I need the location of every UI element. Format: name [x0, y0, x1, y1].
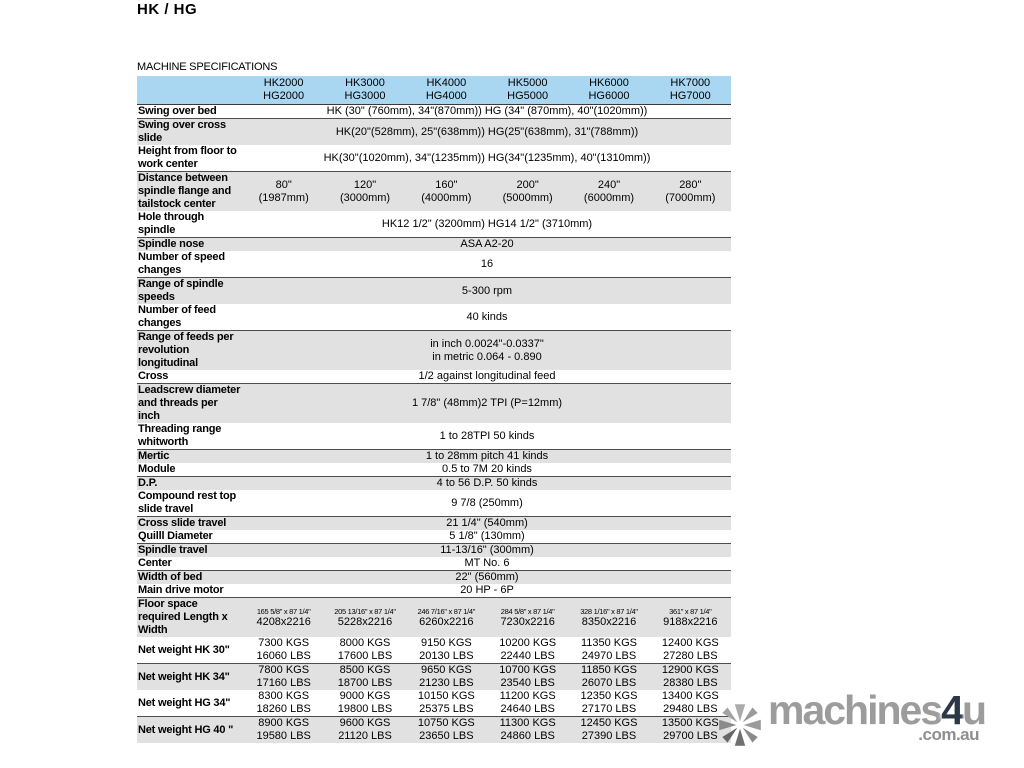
spec-value: HK12 1/2" (3200mm) HG14 1/2" (3710mm): [381, 217, 593, 230]
spec-cell: 160" (4000mm): [421, 178, 472, 204]
spec-table-body: [137, 105, 731, 743]
spec-label: Net weight HK 34": [138, 670, 230, 683]
spec-value: in inch 0.0024"-0.0337" in metric 0.064 - 0.890: [430, 337, 544, 363]
spec-cell: 12350 KGS 27170 LBS: [580, 690, 638, 715]
spec-cell: 8500 KGS 18700 LBS: [337, 664, 393, 689]
spec-value: 0.5 to 7M 20 kinds: [442, 463, 532, 475]
spec-cell: 9150 KGS 20130 LBS: [419, 637, 474, 662]
spec-label: Module: [138, 463, 176, 475]
spec-cell: 205 13/16" x 87 1/4" 5228x2216: [334, 606, 396, 628]
spec-label: Net weight HK 30": [138, 643, 230, 656]
spec-cell: 11850 KGS 26070 LBS: [580, 664, 638, 689]
spec-row: [137, 530, 731, 543]
spec-cell: 13500 KGS 29700 LBS: [661, 717, 719, 742]
spec-cell: 10200 KGS 22440 LBS: [499, 637, 557, 662]
spec-cell: 240" (6000mm): [583, 178, 635, 204]
spec-cell: 9600 KGS 21120 LBS: [338, 717, 392, 742]
spec-cell: 12400 KGS 27280 LBS: [661, 637, 719, 662]
spec-label: Mertic: [138, 450, 170, 462]
spec-row: [137, 516, 731, 530]
spec-label: Height from floor to work center: [138, 145, 237, 170]
model-column-header: HK7000 HG7000: [669, 77, 711, 102]
spec-cell: 8000 KGS 17600 LBS: [337, 637, 393, 662]
spec-row: [137, 663, 731, 690]
spec-row: [137, 423, 731, 449]
spec-cell: 10750 KGS 23650 LBS: [417, 717, 475, 742]
spec-label: Floor space required Length x Width: [138, 598, 228, 636]
spec-label: Spindle travel: [138, 544, 208, 556]
model-column-header: HK2000 HG2000: [263, 77, 305, 102]
spec-value: 20 HP - 6P: [460, 584, 514, 596]
spec-value: 5-300 rpm: [461, 284, 513, 297]
spec-label: Main drive motor: [138, 584, 224, 596]
spec-row: [137, 383, 731, 423]
spec-row: [137, 251, 731, 277]
spec-value: ASA A2-20: [460, 238, 514, 250]
spec-row: [137, 105, 731, 118]
spec-label: Spindle nose: [138, 238, 205, 250]
model-column-header: HK3000 HG3000: [344, 77, 386, 102]
spec-cell: 246 7/16" x 87 1/4" 6260x2216: [417, 606, 476, 628]
spec-value: 1 to 28TPI 50 kinds: [439, 429, 535, 442]
spec-row: [137, 211, 731, 237]
spec-value: HK(20"(528mm), 25"(638mm)) HG(25"(638mm), 31"(788mm)): [335, 125, 639, 138]
table-caption: MACHINE SPECIFICATIONS: [137, 61, 278, 73]
spec-cell: 9000 KGS 19800 LBS: [337, 690, 393, 715]
spec-cell: 284 5/8" x 87 1/4" 7230x2216: [500, 606, 555, 628]
spec-table: [137, 76, 731, 743]
spec-row: [137, 490, 731, 516]
spec-cell: 13400 KGS 29480 LBS: [661, 690, 719, 715]
spec-label: Cross: [138, 370, 169, 382]
spec-label: Center: [138, 557, 172, 569]
model-column-header: HK4000 HG4000: [425, 77, 467, 102]
spec-cell: 12900 KGS 28380 LBS: [661, 664, 719, 689]
spec-cell: 8900 KGS 19580 LBS: [256, 717, 311, 742]
spec-value: 16: [480, 257, 494, 270]
spec-value-columns: [243, 690, 731, 716]
spec-label: Range of spindle speeds: [138, 278, 224, 303]
page-title: HK / HG: [137, 1, 198, 18]
spec-row: [137, 570, 731, 584]
machines4u-wordmark: [768, 688, 985, 743]
spec-label: Quilll Diameter: [138, 530, 213, 542]
spec-value-columns: [243, 637, 731, 663]
spec-row: [137, 171, 731, 211]
spec-label: Leadscrew diameter and threads per inch: [138, 384, 241, 422]
machines4u-watermark: [714, 688, 985, 754]
spec-row: [137, 237, 731, 251]
spec-cell: 12450 KGS 27390 LBS: [580, 717, 638, 742]
spec-value: HK(30"(1020mm), 34"(1235mm)) HG(34"(1235mm), 40"(1310mm)): [323, 151, 651, 164]
spec-label: Swing over cross slide: [138, 119, 226, 144]
spec-value: 21 1/4" (540mm): [446, 517, 528, 529]
brand-domain: .com.au: [918, 725, 980, 744]
brand-text: machines4u: [768, 687, 986, 733]
header-spacer: [137, 77, 243, 103]
spec-cell: 11200 KGS 24640 LBS: [499, 690, 556, 715]
spec-cell: 9650 KGS 21230 LBS: [419, 664, 474, 689]
spec-value: 9 7/8 (250mm): [451, 496, 523, 509]
model-column-header: HK5000 HG5000: [507, 77, 549, 102]
spec-cell: 280" (7000mm): [665, 178, 716, 204]
spec-value: 4 to 56 D.P. 50 kinds: [436, 477, 538, 489]
spec-value: 1 7/8" (48mm)2 TPI (P=12mm): [411, 397, 563, 409]
machines4u-star-icon: [714, 696, 766, 754]
spec-row: [137, 543, 731, 557]
spec-label: Net weight HG 40 ": [138, 723, 234, 736]
spec-row: [137, 584, 731, 597]
spec-value: 5 1/8" (130mm): [449, 530, 525, 542]
spec-row: [137, 370, 731, 383]
spec-row: [137, 716, 731, 743]
spec-value: 22" (560mm): [455, 571, 519, 583]
spec-row: [137, 330, 731, 370]
spec-label: D.P.: [138, 477, 158, 489]
spec-value: MT No. 6: [464, 557, 510, 569]
spec-cell: 120" (3000mm): [339, 178, 391, 204]
spec-cell: 10700 KGS 23540 LBS: [499, 664, 557, 689]
spec-value-columns: [243, 664, 731, 690]
spec-value-columns: [243, 717, 731, 743]
spec-cell: 80" (1987mm): [258, 178, 309, 204]
spec-label: Cross slide travel: [138, 517, 227, 529]
spec-cell: 361" x 87 1/4" 9188x2216: [663, 606, 718, 628]
spec-cell: 7800 KGS 17160 LBS: [256, 664, 311, 689]
spec-value: HK (30" (760mm), 34"(870mm)) HG (34" (870mm), 40"(1020mm)): [326, 105, 648, 117]
spec-table-header: [137, 76, 731, 105]
spec-label: Compound rest top slide travel: [138, 490, 237, 515]
spec-label: Number of speed changes: [138, 251, 225, 276]
spec-label: Threading range whitworth: [138, 423, 222, 448]
spec-row: [137, 304, 731, 330]
spec-row: [137, 277, 731, 304]
spec-row: [137, 118, 731, 145]
spec-row: [137, 476, 731, 490]
spec-value: 40 kinds: [466, 310, 508, 323]
spec-cell: 10150 KGS 25375 LBS: [417, 690, 475, 715]
spec-cell: 8300 KGS 18260 LBS: [256, 690, 311, 715]
spec-label: Net weight HG 34": [138, 696, 231, 709]
spec-cell: 11300 KGS 24860 LBS: [499, 717, 556, 742]
spec-row: [137, 463, 731, 476]
spec-row: [137, 637, 731, 663]
spec-row: [137, 145, 731, 171]
spec-label: Distance between spindle flange and tailstock center: [138, 172, 231, 210]
spec-cell: 328 1/16" x 87 1/4" 8350x2216: [580, 606, 638, 628]
spec-value: 11-13/16" (300mm): [440, 544, 534, 556]
spec-cell: 11350 KGS 24970 LBS: [580, 637, 638, 662]
spec-row: [137, 690, 731, 716]
spec-label: Width of bed: [138, 571, 203, 583]
spec-cell: 7300 KGS 16060 LBS: [256, 637, 311, 662]
spec-row: [137, 449, 731, 463]
spec-cell: 200" (5000mm): [502, 178, 553, 204]
spec-row: [137, 557, 731, 570]
brand-number: 4: [941, 687, 962, 733]
spec-value-columns: [243, 607, 731, 629]
spec-label: Hole through spindle: [138, 211, 205, 236]
spec-value: 1 to 28mm pitch 41 kinds: [425, 450, 549, 462]
spec-label: Range of feeds per revolution longitudinal: [138, 331, 234, 369]
spec-label: Swing over bed: [138, 105, 217, 117]
spec-value: 1/2 against longitudinal feed: [418, 370, 556, 382]
spec-cell: 165 5/8" x 87 1/4" 4208x2216: [256, 606, 311, 628]
spec-value-columns: [243, 179, 731, 205]
spec-row: [137, 597, 731, 637]
model-column-header: HK6000 HG6000: [588, 77, 630, 102]
spec-label: Number of feed changes: [138, 304, 216, 329]
